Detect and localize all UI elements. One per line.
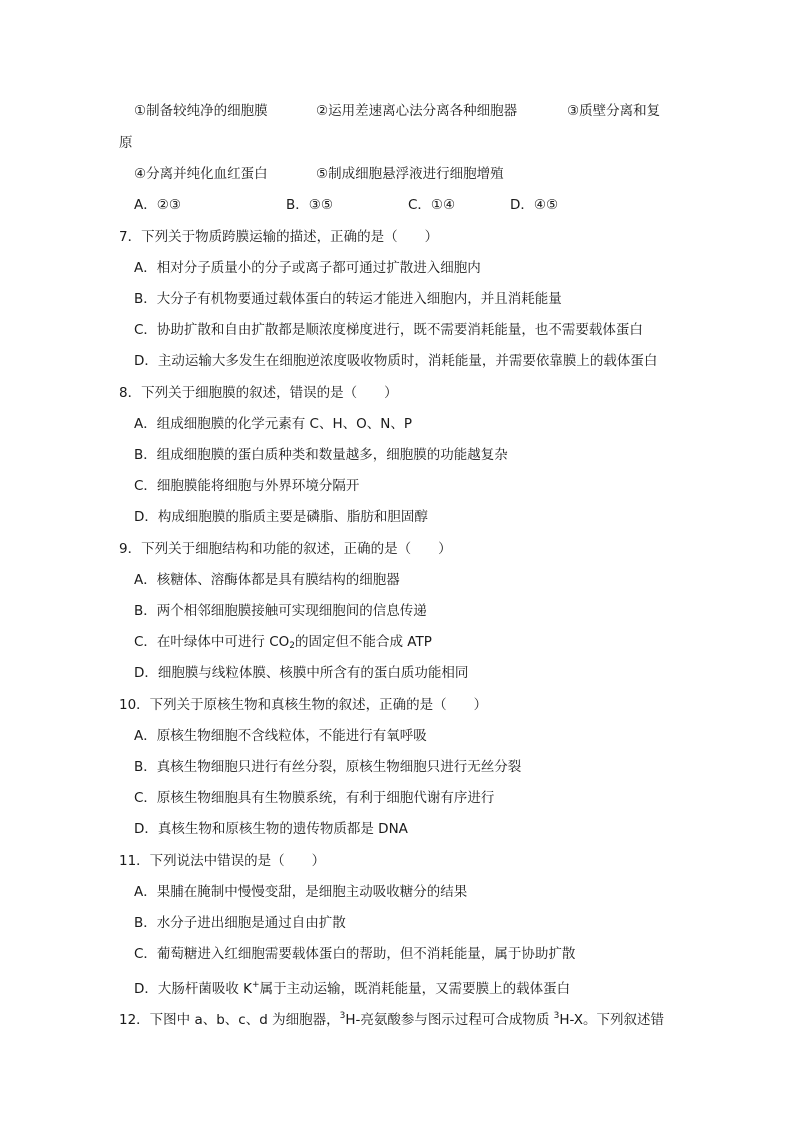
q9-option-c: [134, 632, 432, 656]
q8-option-d: D．构成细胞膜的脂质主要是磷脂、脂肪和胆固醇: [134, 509, 428, 525]
q9-option-a: A．核糖体、溶酶体都是具有膜结构的细胞器: [134, 572, 400, 588]
q7-stem: 7．下列关于物质跨膜运输的描述，正确的是（ ）: [119, 229, 439, 245]
q9-option-d: D．细胞膜与线粒体膜、核膜中所含有的蛋白质功能相同: [134, 665, 469, 681]
item-5-text: ⑤制成细胞悬浮液进行细胞增殖: [316, 166, 504, 182]
q11-stem: 11．下列说法中错误的是（ ）: [119, 853, 326, 869]
q7-option-c: C．协助扩散和自由扩散都是顺浓度梯度进行，既不需要消耗能量，也不需要载体蛋白: [134, 322, 643, 338]
item-3: [567, 101, 660, 121]
q9-option-b: B．两个相邻细胞膜接触可实现细胞间的信息传递: [134, 603, 427, 619]
item-4: [134, 164, 268, 184]
q12-stem-mid: H-亮氨酸参与图示过程可合成物质: [345, 1012, 554, 1028]
q8-option-c: C．细胞膜能将细胞与外界环境分隔开: [134, 478, 360, 494]
option-d: D．④⑤: [510, 197, 559, 213]
q7-option-b: B．大分子有机物要通过载体蛋白的转运才能进入细胞内，并且消耗能量: [134, 291, 562, 307]
q11-option-a: A．果脯在腌制中慢慢变甜，是细胞主动吸收糖分的结果: [134, 884, 468, 900]
option-a: A．②③: [134, 197, 181, 213]
q8-option-a: A．组成细胞膜的化学元素有 C、H、O、N、P: [134, 416, 412, 432]
q11-option-c: C．葡萄糖进入红细胞需要载体蛋白的帮助，但不消耗能量，属于协助扩散: [134, 946, 576, 962]
q10-option-a: A．原核生物细胞不含线粒体，不能进行有氧呼吸: [134, 728, 427, 744]
q12-stem-post: H-X。下列叙述错: [559, 1012, 665, 1028]
item-5: [316, 164, 504, 184]
q9-stem: 9．下列关于细胞结构和功能的叙述，正确的是（ ）: [119, 541, 452, 557]
q10-option-c: C．原核生物细胞具有生物膜系统，有利于细胞代谢有序进行: [134, 790, 495, 806]
top-line-2: [119, 133, 133, 153]
item-3-continued: 原: [119, 135, 133, 151]
q7-option-d: D．主动运输大多发生在细胞逆浓度吸收物质时，消耗能量，并需要依靠膜上的载体蛋白: [134, 353, 658, 369]
q8-stem: 8．下列关于细胞膜的叙述，错误的是（ ）: [119, 385, 398, 401]
q11-option-b: B．水分子进出细胞是通过自由扩散: [134, 915, 346, 931]
q11-option-d-pre: D．大肠杆菌吸收 K: [134, 981, 253, 997]
item-2: [316, 101, 517, 121]
q12-stem: [119, 1006, 664, 1030]
q9-option-c-post: 的固定但不能合成 ATP: [295, 634, 432, 650]
top-line-1: [134, 101, 268, 121]
q9-option-c-subscript: 2: [289, 641, 296, 651]
item-3-text: ③质壁分离和复: [567, 103, 661, 119]
q11-option-d-post: 属于主动运输，既消耗能量，又需要膜上的载体蛋白: [259, 981, 571, 997]
q10-option-d: D．真核生物和原核生物的遗传物质都是 DNA: [134, 821, 408, 837]
q9-option-c-pre: C．在叶绿体中可进行 CO: [134, 634, 290, 650]
q11-option-d: [134, 975, 570, 999]
item-4-text: ④分离并纯化血红蛋白: [134, 166, 268, 182]
q10-option-b: B．真核生物细胞只进行有丝分裂，原核生物细胞只进行无丝分裂: [134, 759, 522, 775]
item-1: ①制备较纯净的细胞膜: [134, 103, 268, 119]
q8-option-b: B．组成细胞膜的蛋白质种类和数量越多，细胞膜的功能越复杂: [134, 447, 508, 463]
option-c: C．①④: [408, 197, 456, 213]
q10-stem: 10．下列关于原核生物和真核生物的叙述，正确的是（ ）: [119, 697, 488, 713]
option-b: B．③⑤: [286, 197, 333, 213]
q12-superscript-2: 3: [553, 1011, 560, 1021]
q12-stem-pre: 12．下图中 a、b、c、d 为细胞器，: [119, 1012, 340, 1028]
q11-option-d-superscript: +: [252, 980, 260, 990]
q7-option-a: A．相对分子质量小的分子或离子都可通过扩散进入细胞内: [134, 260, 481, 276]
q12-superscript-1: 3: [339, 1011, 346, 1021]
item-2-text: ②运用差速离心法分离各种细胞器: [316, 103, 518, 119]
